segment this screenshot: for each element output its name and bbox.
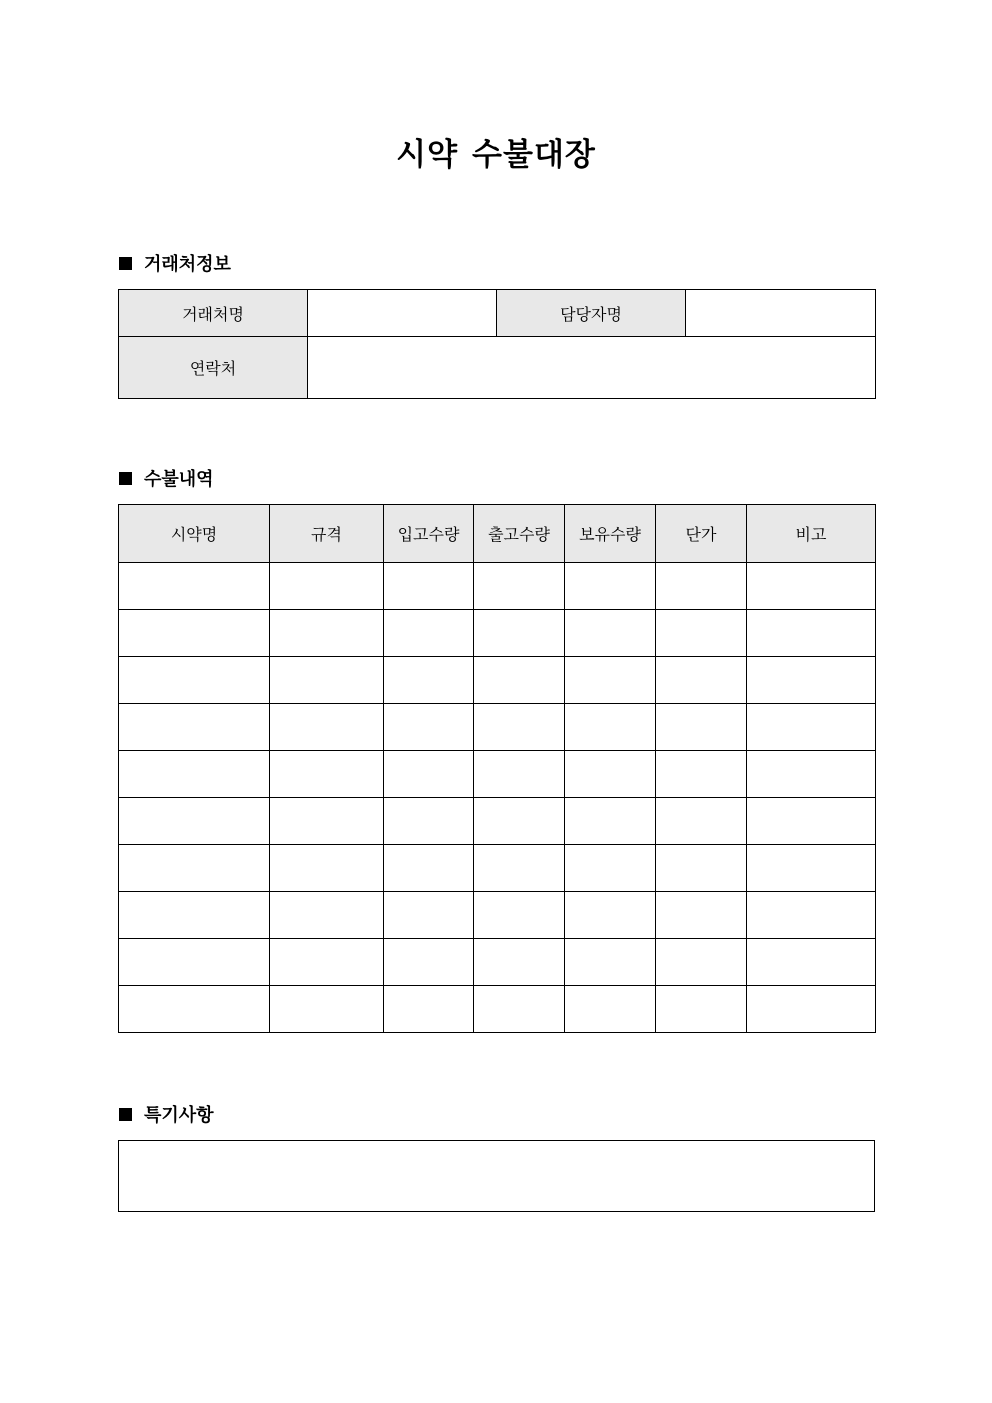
ledger-cell[interactable] [474,751,565,798]
ledger-cell[interactable] [656,657,747,704]
ledger-cell[interactable] [747,610,876,657]
ledger-cell[interactable] [270,657,384,704]
client-info-table [118,289,876,399]
ledger-column-header: 규격 [270,505,384,563]
ledger-cell[interactable] [656,892,747,939]
ledger-column-header: 입고수량 [384,505,474,563]
square-bullet-icon [119,472,132,485]
table-row [119,892,876,939]
ledger-cell[interactable] [565,563,656,610]
ledger-cell[interactable] [119,939,270,986]
ledger-cell[interactable] [656,610,747,657]
notes-table [118,1140,875,1212]
ledger-cell[interactable] [119,986,270,1033]
ledger-cell[interactable] [565,751,656,798]
ledger-cell[interactable] [474,798,565,845]
ledger-cell[interactable] [747,751,876,798]
ledger-cell[interactable] [384,657,474,704]
ledger-cell[interactable] [474,563,565,610]
ledger-cell[interactable] [119,751,270,798]
ledger-cell[interactable] [270,751,384,798]
table-row [119,845,876,892]
ledger-cell[interactable] [384,704,474,751]
ledger-cell[interactable] [119,610,270,657]
ledger-cell[interactable] [384,563,474,610]
manager-label: 담당자명 [497,290,686,337]
table-row [119,657,876,704]
section-heading-ledger-label: 수불내역 [144,469,214,490]
ledger-column-header: 비고 [747,505,876,563]
ledger-cell[interactable] [474,610,565,657]
ledger-cell[interactable] [270,845,384,892]
ledger-cell[interactable] [474,986,565,1033]
ledger-cell[interactable] [384,610,474,657]
ledger-cell[interactable] [656,986,747,1033]
ledger-cell[interactable] [565,704,656,751]
square-bullet-icon [119,257,132,270]
ledger-cell[interactable] [474,704,565,751]
ledger-cell[interactable] [656,845,747,892]
section-heading-notes [119,1104,214,1128]
ledger-cell[interactable] [270,610,384,657]
ledger-cell[interactable] [119,892,270,939]
ledger-cell[interactable] [747,657,876,704]
ledger-cell[interactable] [119,798,270,845]
ledger-cell[interactable] [656,939,747,986]
ledger-cell[interactable] [119,845,270,892]
ledger-cell[interactable] [119,657,270,704]
ledger-cell[interactable] [656,704,747,751]
notes-field[interactable] [119,1141,875,1212]
ledger-cell[interactable] [747,563,876,610]
table-row [119,610,876,657]
table-row [119,704,876,751]
table-row [119,939,876,986]
ledger-cell[interactable] [384,892,474,939]
ledger-cell[interactable] [474,657,565,704]
page-title [0,135,992,175]
ledger-cell[interactable] [565,798,656,845]
ledger-header-row [119,505,876,563]
table-row [119,986,876,1033]
ledger-column-header: 보유수량 [565,505,656,563]
contact-field[interactable] [308,337,876,399]
ledger-column-header: 출고수량 [474,505,565,563]
manager-field[interactable] [686,290,876,337]
ledger-cell[interactable] [565,845,656,892]
contact-label: 연락처 [119,337,308,399]
ledger-cell[interactable] [270,704,384,751]
client-name-field[interactable] [308,290,497,337]
ledger-cell[interactable] [565,657,656,704]
ledger-cell[interactable] [474,845,565,892]
ledger-cell[interactable] [384,986,474,1033]
ledger-cell[interactable] [474,892,565,939]
ledger-cell[interactable] [474,939,565,986]
ledger-cell[interactable] [270,939,384,986]
ledger-cell[interactable] [565,892,656,939]
ledger-cell[interactable] [384,798,474,845]
ledger-cell[interactable] [747,845,876,892]
ledger-cell[interactable] [747,986,876,1033]
ledger-cell[interactable] [565,610,656,657]
table-row [119,798,876,845]
ledger-cell[interactable] [270,798,384,845]
ledger-cell[interactable] [119,704,270,751]
client-name-label: 거래처명 [119,290,308,337]
ledger-cell[interactable] [656,563,747,610]
page-title-part2: 수불대장 [472,137,596,173]
ledger-cell[interactable] [747,704,876,751]
ledger-cell[interactable] [270,986,384,1033]
ledger-cell[interactable] [747,939,876,986]
table-row [119,751,876,798]
page-title-part1: 시약 [396,137,459,173]
ledger-cell[interactable] [565,986,656,1033]
square-bullet-icon [119,1108,132,1121]
ledger-cell[interactable] [270,892,384,939]
ledger-cell[interactable] [747,798,876,845]
section-heading-client-info-label: 거래처정보 [144,254,231,275]
section-heading-client-info [119,253,231,277]
ledger-cell[interactable] [565,939,656,986]
ledger-cell[interactable] [384,939,474,986]
ledger-cell[interactable] [384,751,474,798]
ledger-cell[interactable] [747,892,876,939]
ledger-cell[interactable] [656,751,747,798]
table-row [119,563,876,610]
ledger-column-header: 단가 [656,505,747,563]
ledger-table [118,504,876,1033]
section-heading-ledger [119,468,214,492]
ledger-cell[interactable] [119,563,270,610]
ledger-cell[interactable] [270,563,384,610]
section-heading-notes-label: 특기사항 [144,1105,214,1126]
ledger-column-header: 시약명 [119,505,270,563]
ledger-cell[interactable] [384,845,474,892]
ledger-cell[interactable] [656,798,747,845]
